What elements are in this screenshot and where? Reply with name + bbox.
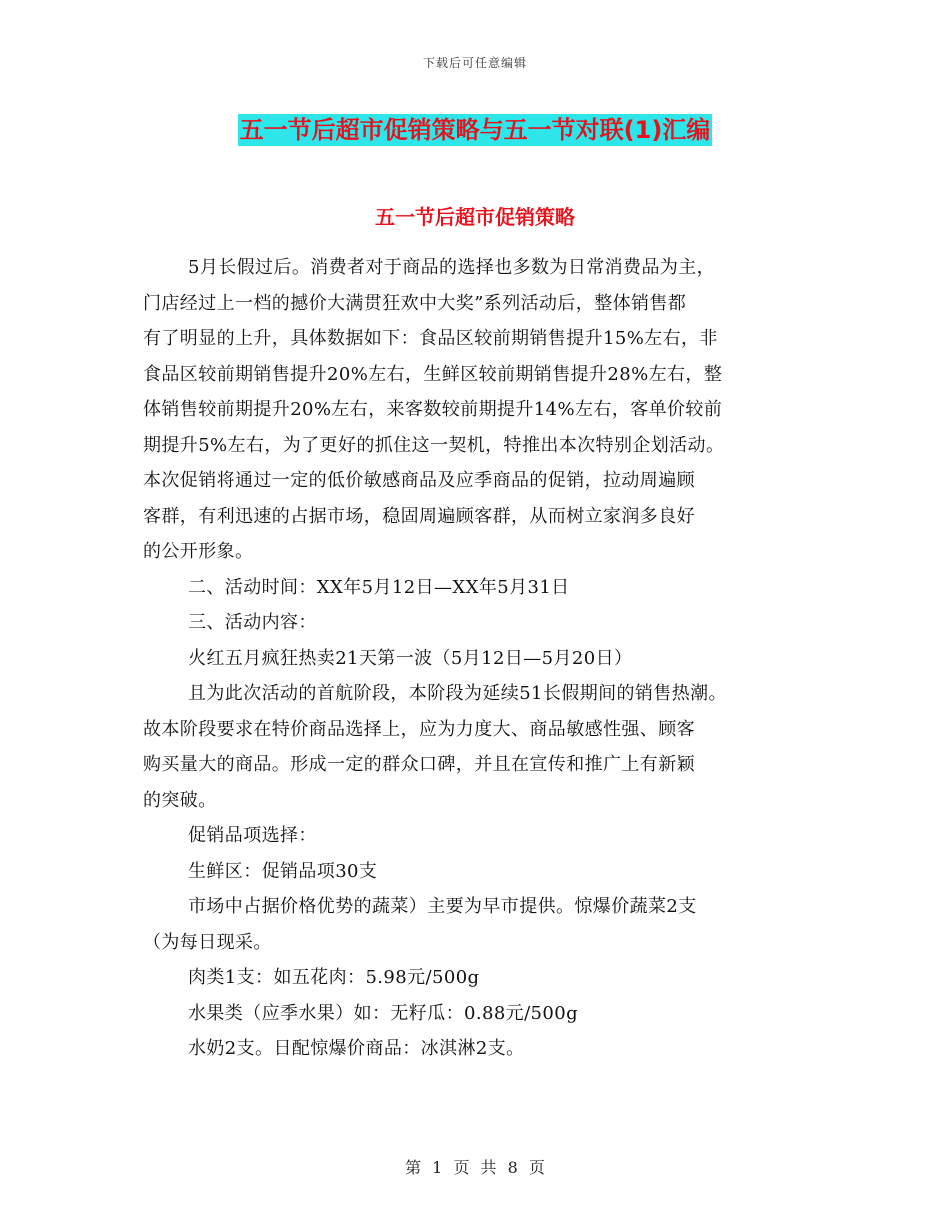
paragraph-line: 购买量大的商品。形成一定的群众口碑，并且在宣传和推广上有新颖 [143, 754, 695, 775]
paragraph-line: 市场中占据价格优势的蔬菜）主要为早市提供。惊爆价蔬菜2支 [188, 896, 697, 917]
paragraph-line: 期提升5%左右，为了更好的抓住这一契机，特推出本次特别企划活动。 [143, 434, 725, 456]
paragraph-line: 二、活动时间：XX年5月12日—XX年5月31日 [188, 576, 570, 598]
page-footer: 第 1 页 共 8 页 [405, 1158, 545, 1177]
paragraph-line: 5月长假过后。消费者对于商品的选择也多数为日常消费品为主， [188, 257, 716, 278]
document-title-text: 五一节后超市促销策略与五一节对联(1)汇编 [239, 116, 711, 144]
paragraph-line: 故本阶段要求在特价商品选择上，应为力度大、商品敏感性强、顾客 [143, 718, 695, 740]
paragraph-line: 客群，有利迅速的占据市场，稳固周遍顾客群，从而树立家润多良好 [143, 505, 695, 527]
paragraph-line: 水果类（应季水果）如：无籽瓜：0.88元/500g [188, 1002, 579, 1024]
paragraph-line: 有了明显的上升，具体数据如下：食品区较前期销售提升15%左右，非 [143, 328, 718, 349]
paragraph-line: （为每日现采。 [143, 931, 272, 953]
paragraph-line: 体销售较前期提升20%左右，来客数较前期提升14%左右，客单价较前 [143, 399, 723, 420]
paragraph-line: 的突破。 [143, 789, 217, 811]
paragraph-line: 肉类1支：如五花肉：5.98元/500g [188, 967, 480, 988]
paragraph-line: 门店经过上一档的撼价大满贯狂欢中大奖”系列活动后，整体销售都 [143, 292, 687, 314]
paragraph-line: 促销品项选择： [188, 825, 317, 846]
paragraph-line: 且为此次活动的首航阶段，本阶段为延续51长假期间的销售热潮。 [188, 683, 727, 704]
paragraph-line: 生鲜区：促销品项30支 [188, 860, 378, 882]
page-header: 下载后可任意编辑 [422, 56, 527, 70]
section-title: 五一节后超市促销策略 [375, 205, 575, 229]
paragraph-line: 火红五月疯狂热卖21天第一波（5月12日—5月20日） [188, 647, 633, 669]
document-body [143, 250, 815, 1067]
paragraph-line: 水奶2支。日配惊爆价商品：冰淇淋2支。 [188, 1038, 525, 1059]
paragraph-line: 三、活动内容： [188, 612, 317, 633]
document-title [0, 114, 950, 146]
paragraph-line: 的公开形象。 [143, 541, 254, 562]
paragraph-line: 食品区较前期销售提升20%左右，生鲜区较前期销售提升28%左右，整 [143, 363, 723, 385]
paragraph-line: 本次促销将通过一定的低价敏感商品及应季商品的促销，拉动周遍顾 [143, 470, 695, 491]
